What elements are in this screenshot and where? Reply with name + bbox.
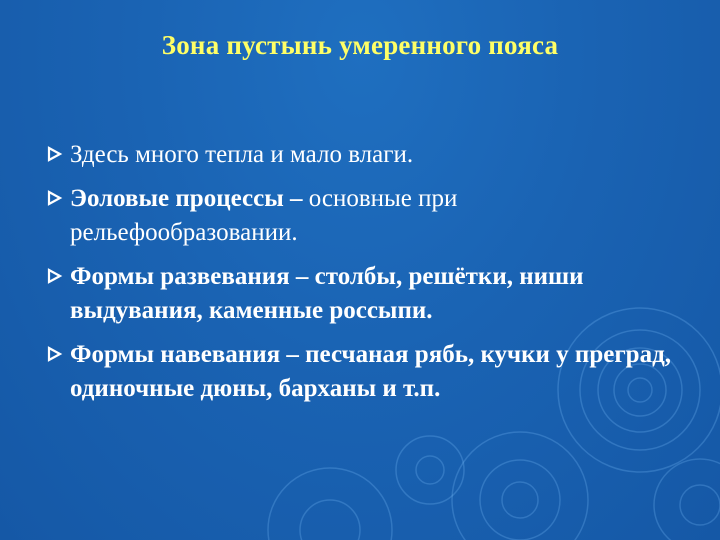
arrow-bullet-icon bbox=[46, 261, 64, 291]
slide-title: Зона пустынь умеренного пояса bbox=[161, 30, 559, 60]
bullet-item bbox=[46, 182, 686, 250]
bullet-item bbox=[46, 260, 686, 328]
bullet-list bbox=[46, 138, 686, 416]
arrow-bullet-icon bbox=[46, 139, 64, 169]
bullet-item bbox=[46, 138, 686, 172]
arrow-bullet-icon bbox=[46, 339, 64, 369]
bullet-strong-text: Эоловые процессы – bbox=[70, 185, 309, 212]
bullet-strong-text: Формы развевания – столбы, решётки, ниши выдувания, каменные россыпи. bbox=[70, 263, 584, 324]
bullet-item bbox=[46, 338, 686, 406]
bullet-text: Здесь много тепла и мало влаги. bbox=[70, 141, 414, 168]
bullet-strong-text: Формы навевания – песчаная рябь, кучки у преград, одиночные дюны, барханы и т.п. bbox=[70, 341, 671, 402]
bullet-text: основные при рельефообразовании. bbox=[70, 185, 458, 246]
arrow-bullet-icon bbox=[46, 183, 64, 213]
